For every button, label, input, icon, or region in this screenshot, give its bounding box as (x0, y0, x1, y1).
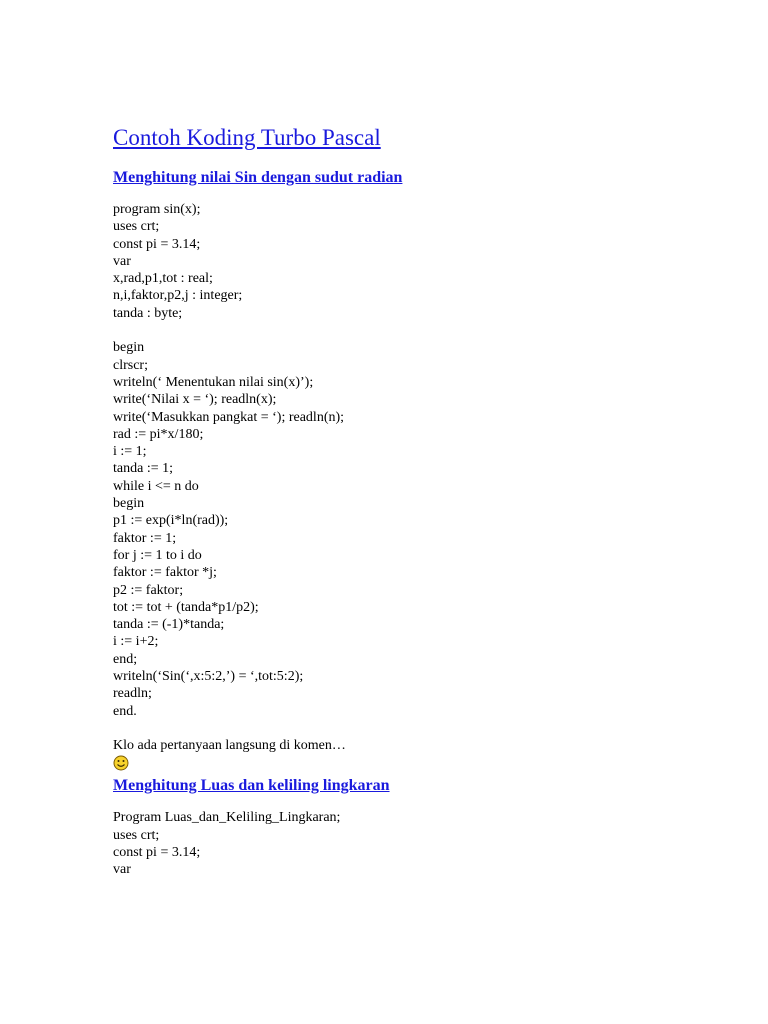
comment-text: Klo ada pertanyaan langsung di komen… (113, 737, 346, 753)
code-line: write(‘Nilai x = ‘); readln(x); (113, 392, 277, 408)
code-line: begin (113, 340, 145, 356)
code-line: begin (113, 496, 145, 512)
code-line: const pi = 3.14; (113, 236, 201, 252)
code-line: i := 1; (113, 444, 147, 460)
code-line: tanda : byte; (113, 305, 183, 321)
code-line: program sin(x); (113, 202, 201, 217)
code-line: const pi = 3.14; (113, 844, 201, 860)
document-page (113, 122, 733, 878)
code-block-lingkaran (113, 809, 733, 878)
code-line: end. (113, 703, 137, 719)
code-line: writeln(‘ Menentukan nilai sin(x)’); (113, 374, 314, 390)
code-block-sin-body (113, 339, 733, 720)
code-line: tanda := 1; (113, 461, 173, 477)
code-line: while i <= n do (113, 478, 199, 494)
code-line: tanda := (-1)*tanda; (113, 617, 225, 633)
code-line: writeln(‘Sin(‘,x:5:2,’) = ‘,tot:5:2); (113, 669, 304, 685)
code-line: n,i,faktor,p2,j : integer; (113, 288, 243, 304)
code-line: var (113, 862, 131, 878)
code-block-sin-declarations (113, 201, 733, 322)
smiley-face-icon (113, 755, 129, 771)
code-line: write(‘Masukkan pangkat = ‘); readln(n); (113, 409, 345, 425)
code-line: clrscr; (113, 357, 148, 373)
code-line: faktor := 1; (113, 530, 177, 546)
code-line: end; (113, 651, 138, 667)
code-line: rad := pi*x/180; (113, 426, 204, 442)
section-heading-sin[interactable]: Menghitung nilai Sin dengan sudut radian (113, 169, 403, 186)
code-line: var (113, 253, 131, 269)
code-line: tot := tot + (tanda*p1/p2); (113, 599, 259, 615)
code-line: p1 := exp(i*ln(rad)); (113, 513, 229, 529)
code-line: uses crt; (113, 219, 160, 235)
blank-line (113, 322, 733, 339)
code-line: uses crt; (113, 827, 160, 843)
code-line: x,rad,p1,tot : real; (113, 271, 213, 287)
code-line: i := i+2; (113, 634, 159, 650)
code-line: faktor := faktor *j; (113, 565, 217, 581)
code-line: Program Luas_dan_Keliling_Lingkaran; (113, 810, 341, 826)
code-line: readln; (113, 686, 152, 702)
code-line: p2 := faktor; (113, 582, 184, 598)
section-heading-lingkaran[interactable]: Menghitung Luas dan keliling lingkaran (113, 777, 390, 795)
code-line: for j := 1 to i do (113, 547, 202, 563)
page-title[interactable]: Contoh Koding Turbo Pascal (113, 125, 381, 150)
